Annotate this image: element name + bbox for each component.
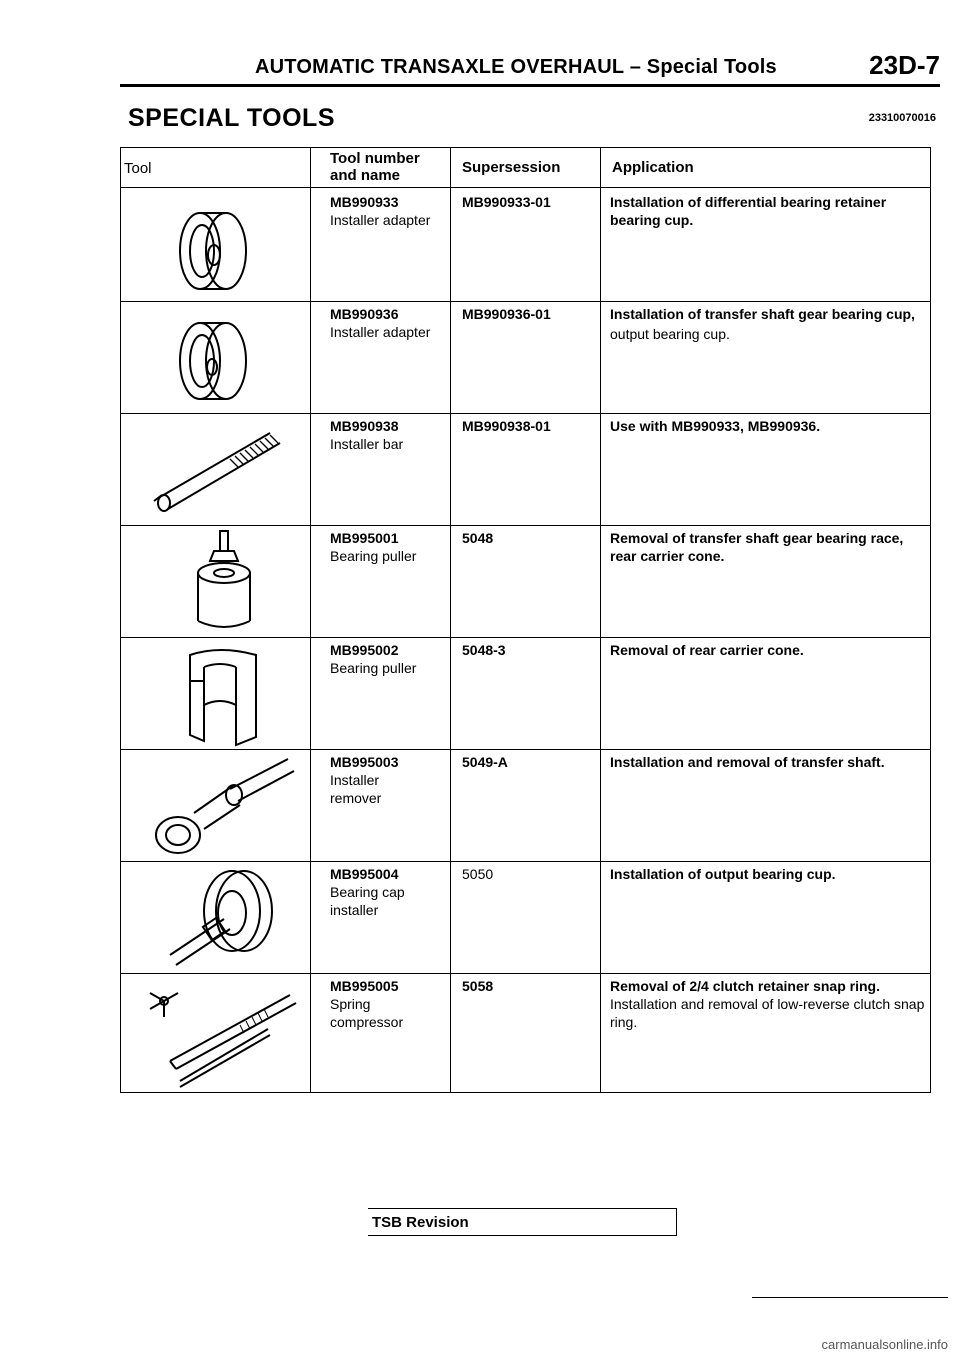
row-rule xyxy=(120,413,930,414)
page-number: 23D-7 xyxy=(869,50,940,80)
application: Installation of transfer shaft gear bearing cup, xyxy=(610,306,915,322)
tool-number: MB990936 xyxy=(330,306,399,322)
tool-name: Bearing puller xyxy=(330,660,417,676)
supersession: MB990936-01 xyxy=(462,306,551,322)
application: Installation of differential bearing retainer bearing cup. xyxy=(610,194,887,228)
tool-name: Installer bar xyxy=(330,436,404,452)
column-header-supersession: Supersession xyxy=(462,159,561,176)
row-rule xyxy=(120,861,930,862)
supersession: 5048-3 xyxy=(462,642,506,658)
bearing-puller-icon xyxy=(120,529,310,635)
tool-name: Spring compressor xyxy=(330,996,404,1030)
supersession: 5058 xyxy=(462,978,494,994)
section-title: SPECIAL TOOLS xyxy=(128,104,336,132)
bearing-puller-split-icon xyxy=(120,641,310,747)
tool-number: MB995002 xyxy=(330,642,399,658)
row-rule xyxy=(120,973,930,974)
application-extra: output bearing cup. xyxy=(610,326,730,342)
tool-number: MB990938 xyxy=(330,418,399,434)
supersession: 5050 xyxy=(462,866,494,882)
application-extra: Installation and removal of low-reverse clutch snap ring. xyxy=(610,996,925,1030)
column-divider xyxy=(600,147,601,1093)
column-divider xyxy=(310,147,311,1093)
header-title: AUTOMATIC TRANSAXLE OVERHAUL – Special Tools xyxy=(255,56,777,78)
row-rule xyxy=(120,301,930,302)
column-header-tool: Tool xyxy=(124,160,152,177)
tool-number: MB995001 xyxy=(330,530,399,546)
table-right-border xyxy=(930,147,931,1093)
application: Use with MB990933, MB990936. xyxy=(610,418,821,434)
special-tools-table xyxy=(120,147,930,1093)
column-header-number-name: Tool number and name xyxy=(330,150,420,184)
watermark: carmanualsonline.info xyxy=(821,1337,948,1352)
installer-remover-icon xyxy=(120,753,310,859)
column-header-application: Application xyxy=(612,159,694,176)
tool-number: MB990933 xyxy=(330,194,399,210)
row-rule xyxy=(120,749,930,750)
installer-adapter-icon xyxy=(120,193,310,299)
application: Installation of output bearing cup. xyxy=(610,866,836,882)
spring-compressor-icon xyxy=(120,977,310,1091)
supersession: MB990933-01 xyxy=(462,194,551,210)
supersession: MB990938-01 xyxy=(462,418,551,434)
footer-revision-box xyxy=(368,1208,677,1236)
row-rule xyxy=(120,637,930,638)
header-rule xyxy=(120,187,930,188)
section-code: 23310070016 xyxy=(868,112,936,124)
table-bottom-rule xyxy=(120,1092,930,1093)
supersession: 5049-A xyxy=(462,754,508,770)
column-divider xyxy=(450,147,451,1093)
supersession: 5048 xyxy=(462,530,494,546)
application: Removal of 2/4 clutch retainer snap ring. xyxy=(610,978,880,994)
footer-rule xyxy=(752,1297,948,1298)
tool-name: Bearing cap installer xyxy=(330,884,405,918)
application: Removal of transfer shaft gear bearing race, rear carrier cone. xyxy=(610,530,904,564)
tool-number: MB995005 xyxy=(330,978,399,994)
bearing-cap-installer-icon xyxy=(120,865,310,971)
tool-number: MB995003 xyxy=(330,754,399,770)
installer-adapter-icon xyxy=(120,305,310,411)
table-top-rule xyxy=(120,147,930,148)
tool-name: Bearing puller xyxy=(330,548,417,564)
tool-name: Installer adapter xyxy=(330,324,431,340)
application: Removal of rear carrier cone. xyxy=(610,642,804,658)
row-rule xyxy=(120,525,930,526)
tsb-revision-label: TSB Revision xyxy=(372,1214,469,1231)
page-header xyxy=(120,50,940,87)
tool-name: Installer adapter xyxy=(330,212,431,228)
application: Installation and removal of transfer shaft. xyxy=(610,754,885,770)
tool-number: MB995004 xyxy=(330,866,399,882)
installer-bar-icon xyxy=(120,417,310,523)
tool-name: Installer remover xyxy=(330,772,382,806)
